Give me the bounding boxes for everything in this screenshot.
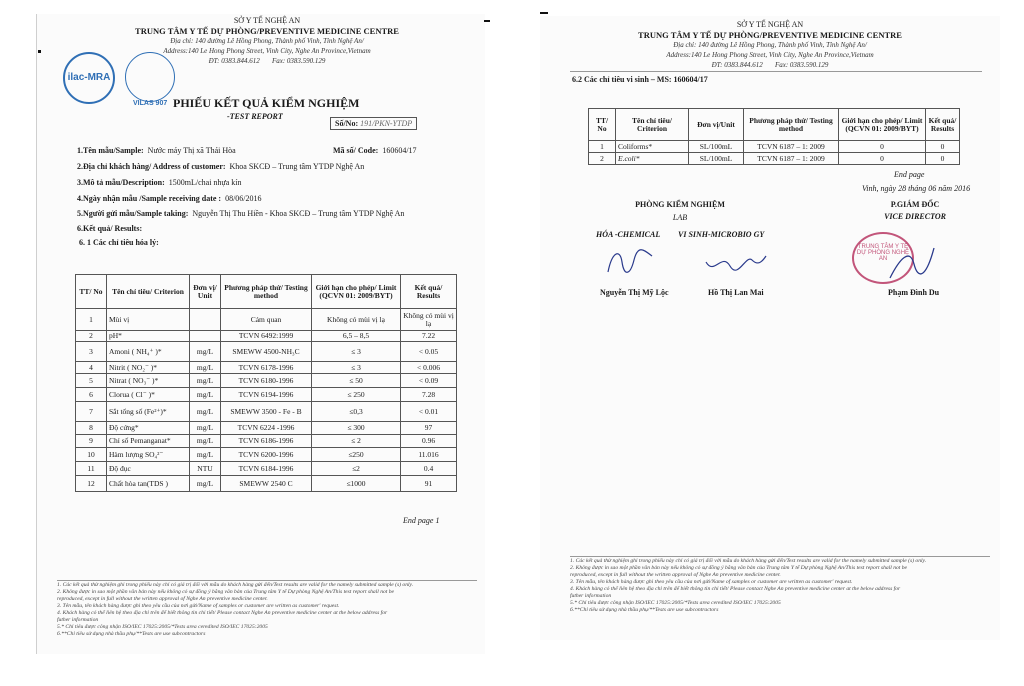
cell-no: 1 <box>589 141 616 153</box>
report-number <box>330 117 417 130</box>
ministry-name: SỞ Y TẾ NGHỆ AN <box>233 16 301 25</box>
column-header: TT/ No <box>589 109 616 141</box>
cell-unit: mg/L <box>190 402 221 422</box>
cell-no: 12 <box>76 476 107 492</box>
official-stamp: TRUNG TÂM Y TẾ DỰ PHÒNG NGHỆ AN <box>852 232 914 284</box>
director-title <box>860 200 970 221</box>
cell-criterion: pH* <box>107 331 190 342</box>
cell-no: 7 <box>76 402 107 422</box>
cell-method: TCVN 6492:1999 <box>221 331 312 342</box>
page2-header <box>590 20 950 70</box>
column-header: TT/ No <box>76 275 107 309</box>
cell-no: 10 <box>76 448 107 462</box>
field-customer <box>77 162 364 171</box>
cell-unit: mg/L <box>190 374 221 388</box>
table-row <box>76 362 457 374</box>
column-header: Đơn vị/Unit <box>689 109 744 141</box>
cell-limit: ≤ 300 <box>312 422 401 435</box>
cell-criterion: Clorua ( Cl⁻ )* <box>107 388 190 402</box>
footer-note: 6.**Chỉ tiêu sử dụng nhà thầu phụ/**Tests are use subcontractors <box>57 631 206 637</box>
section-chem: 6. 1 Các chỉ tiêu hóa lý: <box>79 238 159 247</box>
cell-no: 3 <box>76 342 107 362</box>
footer-note: 3. Tên mẫu, tên khách hàng được ghi theo yêu cầu của nơi gửi/Name of samples or customer are written as customer' request. <box>57 603 340 609</box>
chem-results-table <box>75 274 457 492</box>
phone: ĐT: 0383.844.612 <box>711 61 763 69</box>
table-row <box>589 141 960 153</box>
cell-limit: 6,5 – 8,5 <box>312 331 401 342</box>
signature-3 <box>880 238 940 288</box>
cell-limit: ≤ 50 <box>312 374 401 388</box>
table-row <box>76 388 457 402</box>
field-label: 3.Mô tả mẫu/Description: <box>77 178 165 187</box>
address-en: Address:140 Le Hong Phong Street, Vinh City, Nghe An Province,Vietnam <box>666 51 874 59</box>
column-header: Giới hạn cho phép/ Limit (QCVN 01: 2009/BYT) <box>312 275 401 309</box>
report-title: PHIẾU KẾT QUẢ KIỂM NGHIỆM <box>173 96 360 110</box>
signature-1 <box>600 242 660 282</box>
report-subtitle: -TEST REPORT <box>227 112 283 121</box>
cell-criterion: Chất hòa tan(TDS ) <box>107 476 190 492</box>
field-value: 08/06/2016 <box>225 194 262 203</box>
table-row <box>76 374 457 388</box>
sign-date: Vinh, ngày 28 tháng 06 năm 2016 <box>862 184 971 193</box>
cell-criterion: Chỉ số Pemanganat* <box>107 435 190 448</box>
table-row <box>76 422 457 435</box>
field-value: Khoa SKCĐ – Trung tâm YTDP Nghệ An <box>229 162 365 171</box>
footer-note: 2. Không được in sao một phần văn bản này nếu không có sự đồng ý bằng văn bản của Trung tâm Y tế Dự phòng Nghệ An/This test report shall not be <box>57 589 395 595</box>
cell-limit: 0 <box>839 141 926 153</box>
table-header-row <box>589 109 960 141</box>
centre-name: TRUNG TÂM Y TẾ DỰ PHÒNG/PREVENTIVE MEDICINE CENTRE <box>638 30 902 40</box>
field-value: 160604/17 <box>382 146 417 155</box>
field-value: 1500mL/chai nhựa kín <box>168 178 242 187</box>
table-row <box>76 448 457 462</box>
cell-method: SMEWW 3500 - Fe - B <box>221 402 312 422</box>
scan-mark <box>540 12 548 14</box>
cell-method: SMEWW 4500-NH₃C <box>221 342 312 362</box>
cell-criterion: Amoni ( NH₄⁺ )* <box>107 342 190 362</box>
cell-result: 7.28 <box>401 388 457 402</box>
cell-result: Không có mùi vị lạ <box>401 309 457 331</box>
cell-method: TCVN 6187 – 1: 2009 <box>744 141 839 153</box>
cell-unit: mg/L <box>190 342 221 362</box>
footer-note: 3. Tên mẫu, tên khách hàng được ghi theo yêu cầu của nơi gửi/Name of samples or customer are written as customer' request. <box>570 579 853 585</box>
cell-result: < 0.05 <box>401 342 457 362</box>
vilas-logo <box>125 52 175 102</box>
cell-criterion: Coliforms* <box>616 141 689 153</box>
field-label: 2.Địa chỉ khách hàng/ Address of customer: <box>77 162 226 171</box>
cell-criterion: Độ đục <box>107 462 190 476</box>
cell-unit <box>190 331 221 342</box>
header-divider <box>570 71 982 72</box>
signer-3: Phạm Đình Du <box>888 288 940 297</box>
cell-limit: ≤2 <box>312 462 401 476</box>
cell-method: TCVN 6184-1996 <box>221 462 312 476</box>
cell-unit: NTU <box>190 462 221 476</box>
cell-result: < 0.006 <box>401 362 457 374</box>
cell-result: 0 <box>926 153 960 165</box>
section-micro: 6.2 Các chỉ tiêu vi sinh – MS: 160604/17 <box>572 75 708 84</box>
column-header: Tên chỉ tiêu/ Criterion <box>616 109 689 141</box>
cell-unit <box>190 309 221 331</box>
cell-result: < 0.01 <box>401 402 457 422</box>
field-results: 6.Kết quả/ Results: <box>77 224 143 233</box>
footer-note: 2. Không được in sao một phần văn bản này nếu không có sự đồng ý bằng văn bản của Trung tâm Y tế Dự phòng Nghệ An/This test report shall not be <box>570 565 908 571</box>
footer-note: 6.**Chỉ tiêu sử dụng nhà thầu phụ/**Tests are use subcontractors <box>570 607 719 613</box>
cell-unit: mg/L <box>190 448 221 462</box>
column-header: Kết quả/ Results <box>926 109 960 141</box>
address-en: Address:140 Le Hong Phong Street, Vinh City, Nghe An Province,Vietnam <box>163 47 371 55</box>
cell-method: TCVN 6180-1996 <box>221 374 312 388</box>
centre-name: TRUNG TÂM Y TẾ DỰ PHÒNG/PREVENTIVE MEDICINE CENTRE <box>135 26 399 36</box>
number-value: 191/PKN-YTDP <box>360 119 413 128</box>
cell-result: 0 <box>926 141 960 153</box>
cell-limit: 0 <box>839 153 926 165</box>
cell-method: TCVN 6186-1996 <box>221 435 312 448</box>
field-value: Nước máy Thị xã Thái Hòa <box>147 146 236 155</box>
cell-unit: mg/L <box>190 422 221 435</box>
cell-criterion: Nitrit ( NO₂⁻ )* <box>107 362 190 374</box>
ministry-name: SỞ Y TẾ NGHỆ AN <box>736 20 804 29</box>
micro-label: VI SINH-MICROBIO GY <box>678 230 765 239</box>
lab-sub-text: LAB <box>672 213 688 222</box>
scan-mark <box>484 20 490 22</box>
lab-title <box>600 200 760 222</box>
field-sample <box>77 146 236 155</box>
footer-note: futher information <box>57 617 99 623</box>
cell-unit: mg/L <box>190 388 221 402</box>
column-header: Phương pháp thử/ Testing method <box>744 109 839 141</box>
number-label: Số/No: <box>335 119 359 128</box>
cell-result: 11.016 <box>401 448 457 462</box>
column-header: Kết quả/ Results <box>401 275 457 309</box>
cell-result: 7.22 <box>401 331 457 342</box>
cell-no: 2 <box>589 153 616 165</box>
cell-criterion: Sắt tổng số (Fe²⁺)* <box>107 402 190 422</box>
table-row <box>76 309 457 331</box>
cell-unit: mg/L <box>190 476 221 492</box>
cell-result: < 0.09 <box>401 374 457 388</box>
cell-unit: mg/L <box>190 362 221 374</box>
cell-method: Cảm quan <box>221 309 312 331</box>
table-row <box>76 331 457 342</box>
cell-method: TCVN 6224 -1996 <box>221 422 312 435</box>
cell-no: 6 <box>76 388 107 402</box>
vilas-label: VILAS 907 <box>133 100 168 107</box>
field-description <box>77 178 242 187</box>
cell-criterion: E.coli* <box>616 153 689 165</box>
cell-criterion: Hàm lượng SO₄²⁻ <box>107 448 190 462</box>
cell-limit: ≤250 <box>312 448 401 462</box>
cell-result: 0.96 <box>401 435 457 448</box>
cell-limit: ≤ 250 <box>312 388 401 402</box>
cell-no: 5 <box>76 374 107 388</box>
cell-criterion: Mùi vị <box>107 309 190 331</box>
footer-note: 1. Các kết quả thử nghiệm ghi trong phiếu này chỉ có giá trị đối với mẫu do khách hàng gửi đến/Test results are valid for the namely submitted sample (s) only. <box>570 556 990 565</box>
fax: Fax: 0383.590.129 <box>774 61 829 69</box>
footer-note: 1. Các kết quả thử nghiệm ghi trong phiếu này chỉ có giá trị đối với mẫu do khách hàng gửi đến/Test results are valid for the namely submitted sample (s) only. <box>57 580 477 589</box>
cell-unit: SL/100mL <box>689 153 744 165</box>
field-label: 1.Tên mẫu/Sample: <box>77 146 144 155</box>
cell-limit: ≤ 2 <box>312 435 401 448</box>
cell-method: TCVN 6200-1996 <box>221 448 312 462</box>
footer-note: 5.* Chỉ tiêu được công nhận ISO/IEC 17025:2005/*Tests area ceredited ISO/IEC 17025:2005 <box>570 600 781 606</box>
field-label: Mã số/ Code: <box>333 146 379 155</box>
table-row <box>76 342 457 362</box>
footer-note: reproduced, except in full without the written approval of Nghe An preventive medicine center. <box>570 572 781 578</box>
cell-no: 4 <box>76 362 107 374</box>
cell-criterion: Nitrat ( NO₃⁻ )* <box>107 374 190 388</box>
chem-label: HÓA -CHEMICAL <box>596 230 661 239</box>
cell-limit: Không có mùi vị lạ <box>312 309 401 331</box>
cell-result: 97 <box>401 422 457 435</box>
cell-criterion: Độ cứng* <box>107 422 190 435</box>
cell-limit: ≤0,3 <box>312 402 401 422</box>
cell-limit: ≤ 3 <box>312 362 401 374</box>
phone: ĐT: 0383.844.612 <box>208 57 260 65</box>
cell-no: 1 <box>76 309 107 331</box>
micro-results-table <box>588 108 960 165</box>
field-sample-taking <box>77 209 404 218</box>
address-vi: Địa chỉ: 140 đường Lê Hồng Phong, Thành phố Vinh, Tỉnh Nghệ An/ <box>170 37 364 45</box>
page1-footer-notes <box>57 580 477 638</box>
footer-note: reproduced, except in full without the written approval of Nghe An preventive medicine center. <box>57 596 268 602</box>
cell-limit: ≤ 3 <box>312 342 401 362</box>
footer-note: 4. Khách hàng có thể liên hệ theo địa chỉ trên để biết thông tin chi tiết/ Please contact Nghe An preventive medicine center at the below address for <box>57 610 388 616</box>
cell-no: 2 <box>76 331 107 342</box>
field-value: Nguyễn Thị Thu Hiền - Khoa SKCĐ – Trung tâm YTDP Nghệ An <box>192 209 405 218</box>
cell-unit: SL/100mL <box>689 141 744 153</box>
ilac-mra-logo: ilac-MRA <box>63 52 115 104</box>
table-header-row <box>76 275 457 309</box>
cell-method: TCVN 6178-1996 <box>221 362 312 374</box>
fax: Fax: 0383.590.129 <box>271 57 326 65</box>
signature-2 <box>700 242 770 282</box>
table-row <box>76 462 457 476</box>
field-label: 5.Người gửi mẫu/Sample taking: <box>77 209 189 218</box>
field-label: 4.Ngày nhận mẫu /Sample receiving date : <box>77 194 222 203</box>
table-row <box>76 435 457 448</box>
table-row <box>76 476 457 492</box>
cell-method: TCVN 6187 – 1: 2009 <box>744 153 839 165</box>
report-page-1 <box>36 14 485 654</box>
cell-method: SMEWW 2540 C <box>221 476 312 492</box>
table-row <box>76 402 457 422</box>
end-page-2: End page <box>894 170 925 179</box>
end-page-1: End page 1 <box>403 516 440 525</box>
column-header: Đơn vị/ Unit <box>190 275 221 309</box>
cell-no: 9 <box>76 435 107 448</box>
director-sub-text: VICE DIRECTOR <box>884 212 946 221</box>
cell-method: TCVN 6194-1996 <box>221 388 312 402</box>
column-header: Tên chỉ tiêu/ Criterion <box>107 275 190 309</box>
table-row <box>589 153 960 165</box>
cell-no: 11 <box>76 462 107 476</box>
address-vi: Địa chỉ: 140 đường Lê Hồng Phong, Thành phố Vinh, Tỉnh Nghệ An/ <box>673 41 867 49</box>
cell-limit: ≤1000 <box>312 476 401 492</box>
phone-fax <box>590 60 950 70</box>
scan-mark <box>38 50 41 53</box>
field-code <box>333 146 417 155</box>
column-header: Phương pháp thử/ Testing method <box>221 275 312 309</box>
director-title-text: P.GIÁM ĐỐC <box>890 200 940 209</box>
footer-note: 5.* Chỉ tiêu được công nhận ISO/IEC 17025:2005/*Tests area ceredited ISO/IEC 17025:2005 <box>57 624 268 630</box>
cell-result: 91 <box>401 476 457 492</box>
lab-title-text: PHÒNG KIỂM NGHIỆM <box>635 200 725 209</box>
cell-no: 8 <box>76 422 107 435</box>
footer-note: futher information <box>570 593 612 599</box>
field-receiving-date <box>77 194 262 203</box>
column-header: Giới hạn cho phép/ Limit (QCVN 01: 2009/BYT) <box>839 109 926 141</box>
cell-result: 0.4 <box>401 462 457 476</box>
signer-1: Nguyễn Thị Mỹ Lộc <box>600 288 669 297</box>
report-page-2 <box>540 16 1000 640</box>
page2-footer-notes <box>570 556 990 614</box>
footer-note: 4. Khách hàng có thể liên hệ theo địa chỉ trên để biết thông tin chi tiết/ Please contact Nghe An preventive medicine center at the below address for <box>570 586 901 592</box>
cell-unit: mg/L <box>190 435 221 448</box>
signer-2: Hồ Thị Lan Mai <box>708 288 764 297</box>
